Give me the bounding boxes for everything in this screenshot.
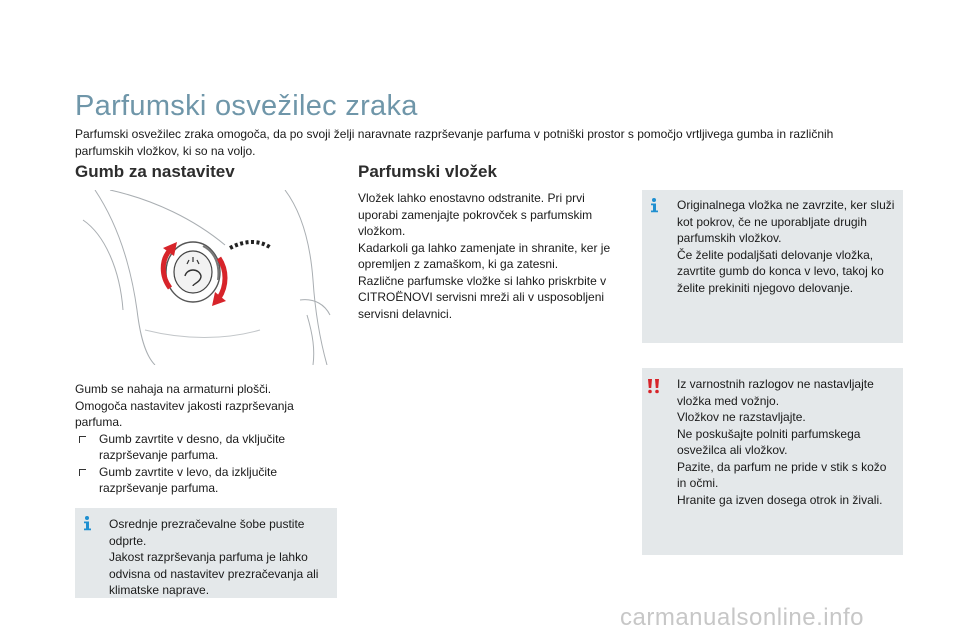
watermark: carmanualsonline.info — [620, 604, 864, 631]
cartridge-line-3: Različne parfumske vložke si lahko priskrbite v CITROËNOVI servisni mreži ali v usposobljeni servisni delavnici. — [358, 273, 607, 321]
knob-illustration — [75, 190, 337, 365]
knob-line-1: Gumb se nahaja na armaturni plošči. — [75, 382, 272, 396]
knob-line-2: Omogoča nastavitev jakosti razprševanja parfuma. — [75, 398, 294, 429]
knob-illustration-svg — [75, 190, 337, 365]
warning-note-text — [677, 376, 897, 508]
warning-icon — [647, 378, 661, 394]
info-note-cartridge — [642, 190, 903, 343]
note-line: Ne poskušajte polniti parfumskega osvežilca ali vložkov. — [677, 426, 861, 457]
note-line: Hranite ga izven dosega otrok in živali. — [677, 492, 883, 507]
info-note-text — [677, 197, 897, 296]
bullet-item: Gumb zavrtite v levo, da izključite razprševanje parfuma. — [75, 464, 337, 497]
page-title: Parfumski osvežilec zraka — [75, 90, 418, 122]
bullet-item: Gumb zavrtite v desno, da vključite razprševanje parfuma. — [75, 431, 337, 464]
knob-bullet-list — [75, 431, 337, 497]
warning-note-safety — [642, 368, 903, 555]
knob-description — [75, 381, 337, 497]
section-title-adjust-knob: Gumb za nastavitev — [75, 162, 235, 181]
intro-text: Parfumski osvežilec zraka omogoča, da po svoji želji naravnate razprševanje parfuma v potniški prostor s pomočjo vrtljivega gumba in različnih parfumskih vložkov, ki so na voljo. — [75, 127, 834, 158]
section-title-cartridge: Parfumski vložek — [358, 162, 497, 181]
info-note-ventilation — [75, 508, 337, 598]
cartridge-line-1: Vložek lahko enostavno odstranite. Pri prvi uporabi zamenjajte pokrovček s parfumskim vložkom. — [358, 191, 593, 238]
note-line: Jakost razprševanja parfuma je lahko odvisna od nastavitev prezračevanja ali klimatske naprave. — [109, 550, 319, 597]
note-line: Originalnega vložka ne zavrzite, ker služi kot pokrov, če ne uporabljate drugih parfumskih vložkov. — [677, 198, 895, 245]
note-line: Če želite podaljšati delovanje vložka, zavrtite gumb do konca v levo, takoj ko želite prekiniti njegovo delovanje. — [677, 247, 884, 295]
info-icon — [647, 197, 661, 213]
note-line: Osrednje prezračevalne šobe pustite odprte. — [109, 517, 305, 548]
info-icon — [80, 515, 94, 531]
cartridge-description — [358, 190, 628, 322]
info-note-text — [109, 516, 329, 599]
note-line: Vložkov ne razstavljajte. — [677, 410, 806, 424]
note-line: Iz varnostnih razlogov ne nastavljajte vložka med vožnjo. — [677, 377, 874, 408]
note-line: Pazite, da parfum ne pride v stik s kožo in očmi. — [677, 459, 887, 490]
cartridge-line-2: Kadarkoli ga lahko zamenjate in shranite, ker je opremljen z zamaškom, ki ga zatesni. — [358, 240, 611, 271]
